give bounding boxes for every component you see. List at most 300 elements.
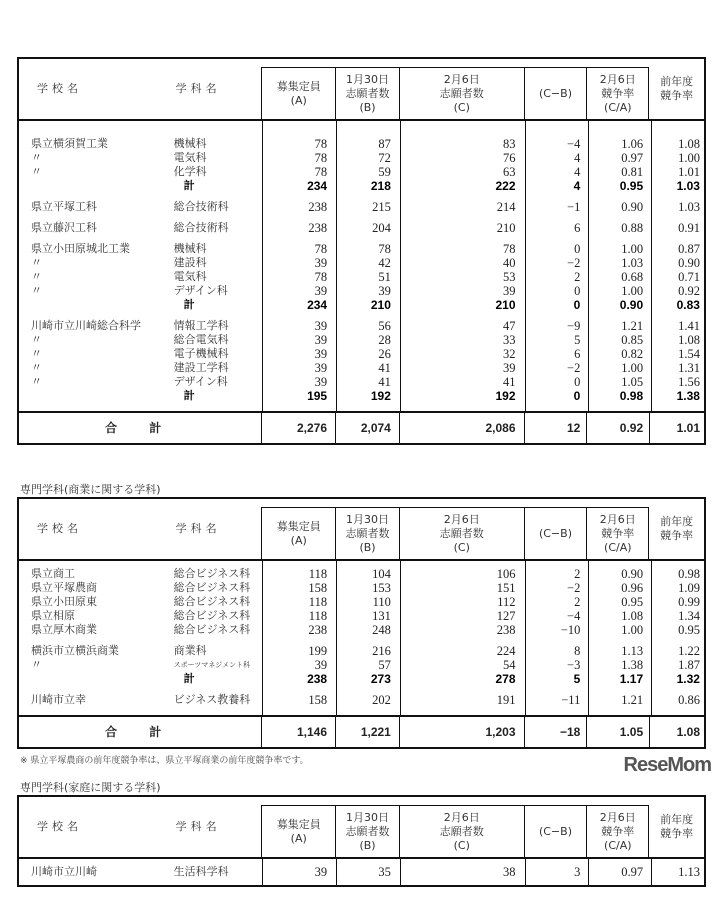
capacity: 234 [307,298,328,312]
table-row [19,200,704,214]
ratio-prev-year: 0.95 [678,623,700,637]
department-name: 化学科 [173,165,207,178]
column-divider [651,859,652,885]
school-name: 〃 [31,658,42,671]
school-name [19,672,164,686]
difference: −2 [567,581,581,595]
department-name: 総合ビジネス科 [173,609,251,622]
column-divider [525,121,526,411]
school-name [19,179,164,193]
difference: 0 [574,242,581,256]
total-ratio-feb6: 0.92 [586,413,649,443]
difference: 0 [574,284,581,298]
difference: 0 [574,375,581,389]
school-name: 県立厚木商業 [31,623,97,636]
applicants-feb6: 78 [503,242,516,256]
capacity: 39 [314,865,328,879]
ratio-prev-year: 0.86 [678,693,700,707]
header-capacity: 募集定員 (A) [261,507,335,559]
applicants-feb6: 38 [503,865,516,879]
column-divider [262,561,263,715]
group-spacer [19,312,704,319]
column-divider [262,121,263,411]
applicants-jan30: 248 [372,623,391,637]
header-ratio-feb6: 2月6日 競争率 (C/A) [586,805,649,857]
applicants-feb6: 83 [503,137,516,151]
ratio-prev-year: 1.13 [678,865,700,879]
table-header [19,59,704,121]
header-school-name: 学校名 [37,522,82,535]
ratio-prev-year: 0.83 [676,298,700,312]
ratio-feb6: 0.90 [619,298,644,312]
table-row [19,165,704,179]
difference: −9 [567,319,581,333]
results-table [17,795,706,887]
header-ratio-feb6: 2月6日 競争率 (C/A) [586,507,649,559]
header-applicants-feb6: 2月6日 志願者数 (C) [399,507,524,559]
group-spacer [19,686,704,693]
difference: 2 [574,270,581,284]
results-table [17,57,706,445]
difference: 3 [574,865,581,879]
applicants-jan30: 153 [372,581,391,595]
column-divider [262,859,263,885]
school-name: 県立小田原城北工業 [31,242,130,255]
spacer [19,121,704,137]
ratio-feb6: 0.68 [621,270,644,284]
column-divider [651,561,652,715]
difference: 2 [574,567,581,581]
header-ratio-prev-year: 前年度 競争率 [660,75,694,102]
header-ratio-prev-year: 前年度 競争率 [660,813,694,840]
department-name: 計 [183,298,195,311]
watermark-logo: ReseMom [623,754,711,776]
department-name: 計 [183,672,195,685]
ratio-feb6: 1.00 [621,623,644,637]
ratio-prev-year: 1.00 [678,151,700,165]
department-name: 電気科 [173,270,207,283]
ratio-feb6: 0.97 [621,865,644,879]
capacity: 118 [308,567,328,581]
ratio-prev-year: 1.03 [676,179,700,193]
applicants-feb6: 112 [497,595,516,609]
department-name: 計 [183,179,195,192]
table-body [19,859,704,885]
total-difference: 12 [524,413,587,443]
table-body [19,561,704,715]
applicants-feb6: 63 [503,165,516,179]
subtotal-row [19,298,704,312]
applicants-feb6: 191 [496,693,516,707]
group-spacer [19,193,704,200]
ratio-feb6: 0.81 [621,165,644,179]
applicants-feb6: 53 [503,270,516,284]
applicants-feb6: 33 [503,333,516,347]
column-divider [336,121,337,411]
ratio-prev-year: 0.71 [678,270,700,284]
total-difference: −18 [524,717,587,747]
applicants-jan30: 57 [378,658,391,672]
table-row [19,609,704,623]
table-row [19,375,704,389]
ratio-prev-year: 1.09 [678,581,700,595]
difference: 6 [574,347,581,361]
header-department-name: 学科名 [175,522,221,535]
school-name [19,389,164,403]
applicants-jan30: 202 [372,693,391,707]
column-divider [588,561,589,715]
applicants-jan30: 216 [372,644,391,658]
capacity: 118 [308,595,328,609]
school-name: 〃 [31,375,42,388]
ratio-feb6: 1.03 [621,256,644,270]
table-row [19,595,704,609]
table-row [19,137,704,151]
group-spacer [19,214,704,221]
total-capacity: 1,146 [261,717,335,747]
table-row [19,270,704,284]
school-name: 川崎市立川崎総合科学 [31,319,141,332]
department-name: 総合ビジネス科 [173,623,251,636]
table-row [19,333,704,347]
header-applicants-jan30: 1月30日 志願者数 (B) [335,507,399,559]
ratio-feb6: 0.82 [621,347,644,361]
applicants-feb6: 210 [495,298,516,312]
school-name [19,298,164,312]
ratio-feb6: 0.90 [621,200,644,214]
school-name: 県立相原 [31,609,75,622]
capacity: 39 [314,333,328,347]
column-divider [336,859,337,885]
header-applicants-feb6: 2月6日 志願者数 (C) [399,67,524,119]
applicants-jan30: 26 [378,347,391,361]
grand-total-label: 合 計 [105,725,176,739]
applicants-feb6: 40 [503,256,516,270]
ratio-prev-year: 0.91 [678,221,700,235]
capacity: 39 [314,319,328,333]
school-name: 県立平塚工科 [31,200,97,213]
department-name: 情報工学科 [173,319,229,332]
header-department-name: 学科名 [175,82,221,95]
subtotal-row [19,389,704,403]
total-ratio-feb6: 1.05 [586,717,649,747]
department-name: 総合ビジネス科 [173,581,251,594]
difference: 4 [574,165,581,179]
difference: −1 [567,200,581,214]
ratio-prev-year: 1.32 [676,672,700,686]
ratio-feb6: 0.95 [621,595,644,609]
applicants-jan30: 59 [378,165,391,179]
school-name: 県立藤沢工科 [31,221,97,234]
ratio-feb6: 1.06 [621,137,644,151]
difference: 0 [573,389,581,403]
ratio-feb6: 0.85 [621,333,644,347]
ratio-feb6: 0.95 [619,179,644,193]
spacer [19,403,704,411]
department-name: 総合技術科 [173,221,229,234]
capacity: 118 [308,609,328,623]
applicants-feb6: 222 [495,179,516,193]
header-applicants-feb6: 2月6日 志願者数 (C) [399,805,524,857]
capacity: 39 [314,347,328,361]
ratio-prev-year: 1.41 [678,319,700,333]
subtotal-row [19,179,704,193]
ratio-prev-year: 1.01 [678,165,700,179]
table-row [19,347,704,361]
applicants-jan30: 51 [378,270,391,284]
group-spacer [19,637,704,644]
grand-total-row [19,715,704,747]
difference: −4 [567,609,581,623]
ratio-prev-year: 1.56 [678,375,700,389]
capacity: 78 [314,242,328,256]
difference: 0 [573,298,581,312]
school-name: 〃 [31,256,42,269]
difference: 4 [573,179,581,193]
ratio-feb6: 1.08 [621,609,644,623]
department-name: 機械科 [173,242,207,255]
school-name: 県立横須賀工業 [31,137,108,150]
school-name: 県立平塚農商 [31,581,97,594]
column-divider [400,121,401,411]
table-row [19,567,704,581]
total-ratio-prev-year: 1.01 [649,413,704,443]
ratio-feb6: 0.97 [621,151,644,165]
table-header [19,499,704,561]
applicants-jan30: 210 [370,298,391,312]
section-title: 専門学科(商業に関する学科) [20,483,161,496]
difference: 8 [574,644,581,658]
applicants-feb6: 238 [496,623,516,637]
ratio-feb6: 1.21 [621,693,644,707]
applicants-jan30: 41 [378,361,391,375]
ratio-feb6: 0.96 [621,581,644,595]
applicants-feb6: 54 [503,658,516,672]
grand-total-label: 合 計 [105,421,176,435]
applicants-jan30: 41 [378,375,391,389]
column-divider [525,561,526,715]
ratio-prev-year: 1.03 [678,200,700,214]
header-applicants-jan30: 1月30日 志願者数 (B) [335,67,399,119]
department-name: 計 [183,389,195,402]
applicants-jan30: 273 [370,672,391,686]
table-row [19,581,704,595]
department-name: 総合ビジネス科 [173,595,251,608]
table-row [19,623,704,637]
footnote: ※ 県立平塚農商の前年度競争率は、県立平塚商業の前年度競争率です。 [20,756,309,766]
department-name: 総合ビジネス科 [173,567,251,580]
school-name: 〃 [31,284,42,297]
applicants-jan30: 104 [372,567,391,581]
total-capacity: 2,276 [261,413,335,443]
ratio-feb6: 1.00 [621,284,644,298]
table-row [19,644,704,658]
table-row [19,242,704,256]
school-name: 〃 [31,347,42,360]
applicants-feb6: 47 [503,319,516,333]
applicants-jan30: 218 [370,179,391,193]
department-name: 総合電気科 [173,333,229,346]
difference: 2 [574,595,581,609]
department-name: 商業科 [173,644,207,657]
school-name: 〃 [31,361,42,374]
school-name: 〃 [31,333,42,346]
ratio-prev-year: 0.98 [678,567,700,581]
department-name: 機械科 [173,137,207,150]
applicants-feb6: 76 [503,151,516,165]
ratio-feb6: 0.88 [621,221,644,235]
ratio-prev-year: 1.31 [678,361,700,375]
total-applicants-feb6: 1,203 [399,717,524,747]
column-divider [400,561,401,715]
header-difference: (C−B) [524,805,587,857]
header-school-name: 学校名 [37,820,82,833]
capacity: 238 [308,221,328,235]
applicants-feb6: 210 [496,221,516,235]
column-divider [588,121,589,411]
ratio-feb6: 1.00 [621,361,644,375]
ratio-prev-year: 0.99 [678,595,700,609]
table-row [19,284,704,298]
capacity: 39 [314,375,328,389]
capacity: 78 [314,270,328,284]
department-name: デザイン科 [173,284,228,297]
ratio-prev-year: 0.87 [678,242,700,256]
total-ratio-prev-year: 1.08 [649,717,704,747]
header-capacity: 募集定員 (A) [261,67,335,119]
capacity: 39 [314,284,328,298]
table-row [19,256,704,270]
difference: 6 [574,221,581,235]
capacity: 78 [314,165,328,179]
school-name: 川崎市立川崎 [31,865,97,878]
school-name: 〃 [31,151,42,164]
applicants-jan30: 131 [372,609,391,623]
school-name: 県立小田原東 [31,595,97,608]
header-difference: (C−B) [524,67,587,119]
department-name: 建設科 [173,256,207,269]
ratio-prev-year: 1.22 [678,644,700,658]
header-ratio-feb6: 2月6日 競争率 (C/A) [586,67,649,119]
column-divider [336,561,337,715]
applicants-jan30: 39 [378,284,391,298]
applicants-feb6: 32 [503,347,516,361]
ratio-prev-year: 1.08 [678,137,700,151]
ratio-prev-year: 1.54 [678,347,700,361]
difference: −3 [567,658,581,672]
capacity: 78 [314,137,328,151]
applicants-jan30: 110 [372,595,391,609]
table-row [19,658,704,672]
applicants-feb6: 192 [495,389,516,403]
column-divider [651,121,652,411]
grand-total-row [19,411,704,443]
applicants-jan30: 192 [370,389,391,403]
column-divider [588,859,589,885]
total-applicants-feb6: 2,086 [399,413,524,443]
department-name: 電気科 [173,151,207,164]
ratio-prev-year: 1.38 [676,389,700,403]
ratio-feb6: 1.17 [619,672,644,686]
capacity: 199 [308,644,328,658]
ratio-feb6: 1.38 [621,658,644,672]
applicants-feb6: 151 [496,581,516,595]
applicants-jan30: 204 [372,221,391,235]
ratio-feb6: 1.21 [621,319,644,333]
table-header [19,797,704,859]
capacity: 39 [314,361,328,375]
school-name: 県立商工 [31,567,75,580]
header-ratio-prev-year: 前年度 競争率 [660,515,694,542]
applicants-feb6: 224 [496,644,516,658]
capacity: 195 [307,389,328,403]
table-row [19,319,704,333]
department-name: 電子機械科 [173,347,229,360]
department-name: 生活科学科 [173,865,229,878]
school-name: 〃 [31,165,42,178]
applicants-jan30: 28 [378,333,391,347]
school-name: 川崎市立幸 [31,693,86,706]
table-row [19,221,704,235]
applicants-feb6: 39 [503,284,516,298]
capacity: 39 [314,256,328,270]
table-row [19,361,704,375]
department-name: 建設工学科 [173,361,229,374]
school-name: 〃 [31,270,42,283]
applicants-feb6: 214 [496,200,516,214]
table-row [19,865,704,879]
header-school-name: 学校名 [37,82,82,95]
results-table [17,497,706,749]
table-row [19,151,704,165]
ratio-prev-year: 0.92 [678,284,700,298]
spacer [19,707,704,715]
section-title: 専門学科(家庭に関する学科) [20,781,161,794]
ratio-feb6: 1.05 [621,375,644,389]
difference: −4 [567,137,581,151]
applicants-feb6: 127 [496,609,516,623]
ratio-feb6: 1.13 [621,644,644,658]
department-name: 総合技術科 [173,200,229,213]
difference: −2 [567,256,581,270]
department-name: スポーツマネジメント科 [173,661,251,669]
applicants-feb6: 106 [496,567,516,581]
capacity: 234 [307,179,328,193]
ratio-prev-year: 1.87 [678,658,700,672]
difference: 5 [573,672,581,686]
school-name: 横浜市立横浜商業 [31,644,119,657]
header-department-name: 学科名 [175,820,221,833]
department-name: ビジネス教養科 [173,693,251,706]
capacity: 78 [314,151,328,165]
difference: 5 [574,333,581,347]
difference: −10 [560,623,581,637]
capacity: 238 [307,672,328,686]
capacity: 238 [308,200,328,214]
capacity: 39 [314,658,328,672]
column-divider [400,859,401,885]
applicants-jan30: 78 [378,242,391,256]
applicants-jan30: 42 [378,256,391,270]
applicants-jan30: 56 [378,319,391,333]
difference: −11 [561,693,581,707]
column-divider [525,859,526,885]
difference: −2 [567,361,581,375]
capacity: 158 [308,693,328,707]
total-applicants-jan30: 1,221 [335,717,399,747]
group-spacer [19,235,704,242]
ratio-feb6: 0.90 [621,567,644,581]
